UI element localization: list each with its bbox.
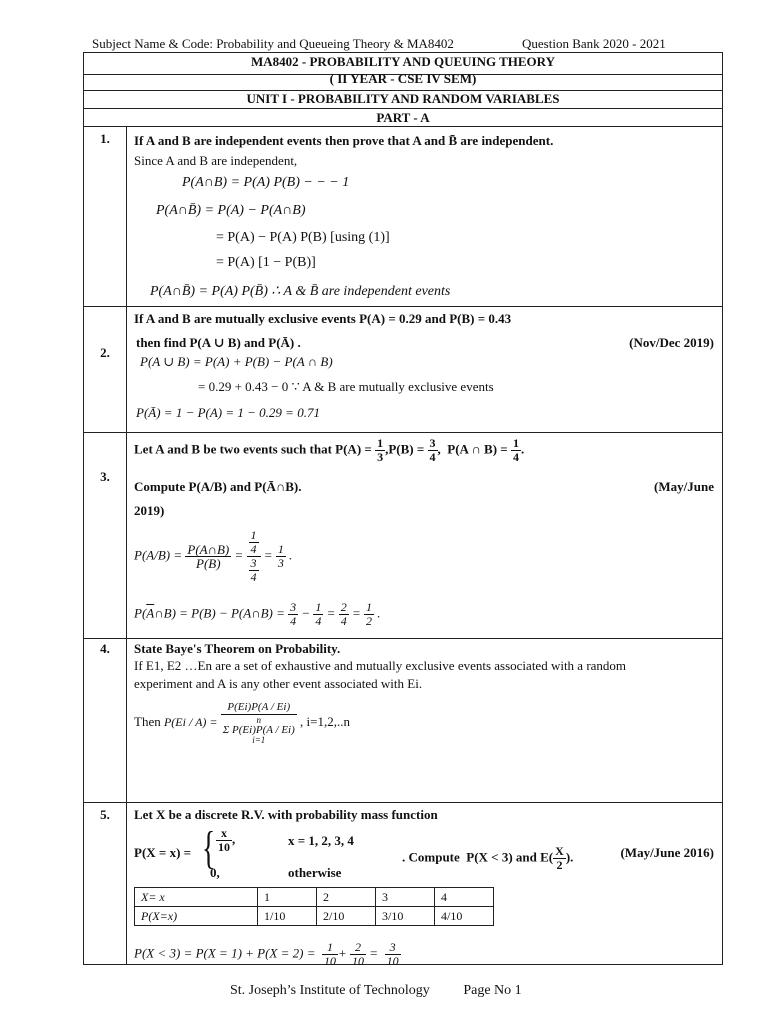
table-row xyxy=(135,888,494,907)
question-number: 1. xyxy=(100,131,110,146)
question-table xyxy=(83,52,723,968)
question-text: State Baye's Theorem on Probability. xyxy=(134,641,341,656)
pmf-table xyxy=(134,887,494,926)
pmf-lhs: P(X = x) = xyxy=(134,845,192,860)
table-cell: P(X=x) xyxy=(135,907,258,926)
question-row-3 xyxy=(84,433,722,639)
table-header-cell: 3 xyxy=(376,888,435,907)
question-number: 4. xyxy=(100,641,110,656)
question-text: If A and B are mutually exclusive events P(A) = 0.29 and P(B) = 0.43 xyxy=(134,311,512,326)
question-text-cont: Compute P(A/B) and P(Ā∩B). xyxy=(134,479,302,494)
question-bank-year: Question Bank 2020 - 2021 xyxy=(522,36,666,51)
table-header-cell: 4 xyxy=(435,888,494,907)
subject-line: Subject Name & Code: Probability and Queueing Theory & MA8402 xyxy=(92,36,454,51)
exam-tag: (May/June xyxy=(654,479,714,494)
question-row-4 xyxy=(84,639,722,803)
equation: P(A∩B̄) = P(A) − P(A∩B) xyxy=(156,203,306,218)
question-row-5 xyxy=(84,803,722,966)
equation: = 0.29 + 0.43 − 0 ∵ A & B are mutually exclusive events xyxy=(198,379,494,394)
pmf-case-1-condition: x = 1, 2, 3, 4 xyxy=(288,833,354,848)
equation: P(X < 3) = P(X = 1) + P(X = 2) = $\frac{1}{10}$ + $\frac{2}{10}$ = $\frac{3}{10}$ xyxy=(134,940,399,968)
equation: $P(\overline{A}\cap B) = P(B)$ − P(A∩B) = $\frac{3}{4}$ − $\frac{1}{4}$ = $\frac{2}{4}$ = $\frac{1}{2}$ . xyxy=(134,600,381,628)
table-cell: 3/10 xyxy=(376,907,435,926)
page-header xyxy=(92,36,682,52)
brace-symbol: { xyxy=(202,822,216,873)
question-text: Let A and B be two events such that P(A) = $\frac{1}{3}$ ,P(B) = $\frac{3}{4}$ , P(A ∩ B) = $\frac{1}{4}$ . xyxy=(134,436,525,464)
answer-line: experiment and A is any other event associated with Ei. xyxy=(134,676,423,691)
course-year: ( II YEAR - CSE IV SEM) xyxy=(84,69,722,91)
equation: P(A∩B) = P(A) P(B) − − − 1 xyxy=(182,175,350,190)
table-header-cell: 2 xyxy=(317,888,376,907)
institute-name: St. Joseph’s Institute of Technology xyxy=(230,983,430,998)
table-cell: 2/10 xyxy=(317,907,376,926)
question-text: Let X be a discrete R.V. with probability mass function xyxy=(134,807,438,822)
exam-tag-cont: 2019) xyxy=(134,503,165,518)
question-text: If A and B are independent events then prove that A and B̄ are independent. xyxy=(134,133,554,148)
exam-tag: (Nov/Dec 2019) xyxy=(629,335,714,350)
part-title: PART - A xyxy=(84,109,722,127)
table-header-cell: 1 xyxy=(258,888,317,907)
equation: P(A∩B̄) = P(A) P(B̄) ∴ A & B̄ are independent events xyxy=(150,284,451,299)
course-title: MA8402 - PROBABILITY AND QUEUING THEORY xyxy=(84,53,722,75)
compute-text: . Compute P(X < 3) and E( $\frac{X}{2}$ ). xyxy=(402,844,574,872)
pmf-case-1: $\frac{x}{10}$ , xyxy=(218,826,236,854)
question-number: 5. xyxy=(100,807,110,822)
table-cell: 1/10 xyxy=(258,907,317,926)
unit-title: UNIT I - PROBABILITY AND RANDOM VARIABLES xyxy=(84,90,722,109)
equation: P(A/B) = $\frac{P(A\cap B)}{P(B)}$ = $\frac{\frac{1}{4}}{\frac{3}{4}}$ = $\frac{1}{3}$ . xyxy=(134,528,293,584)
pmf-case-2-condition: otherwise xyxy=(288,865,342,880)
exam-tag: (May/June 2016) xyxy=(620,845,714,860)
equation: = P(A) [1 − P(B)] xyxy=(216,255,316,270)
question-row-1 xyxy=(84,127,722,307)
question-number: 3. xyxy=(100,469,110,484)
question-number: 2. xyxy=(100,345,110,360)
question-text-cont: then find P(A ∪ B) and P(Ā) . xyxy=(136,335,301,350)
table-cell: 4/10 xyxy=(435,907,494,926)
table-header-cell: X= x xyxy=(135,888,258,907)
answer-line: If E1, E2 …En are a set of exhaustive and mutually exclusive events associated with a random xyxy=(134,658,627,673)
equation: = P(A) − P(A) P(B) [using (1)] xyxy=(216,230,390,245)
equation: P(Ā) = 1 − P(A) = 1 − 0.29 = 0.71 xyxy=(136,405,320,420)
bayes-formula: Then P(Ei / A) = P(Ei)P(A / Ei) n Σ P(Ei)P(A / Ei) i=1 , i=1,2,..n xyxy=(134,701,350,745)
page-number: Page No 1 xyxy=(463,983,522,998)
pmf-case-2: 0, xyxy=(210,865,220,880)
answer-line: Since A and B are independent, xyxy=(134,153,298,168)
table-row xyxy=(135,907,494,926)
page-footer xyxy=(230,983,522,999)
equation: P(A ∪ B) = P(A) + P(B) − P(A ∩ B) xyxy=(140,354,333,369)
question-row-2 xyxy=(84,307,722,433)
